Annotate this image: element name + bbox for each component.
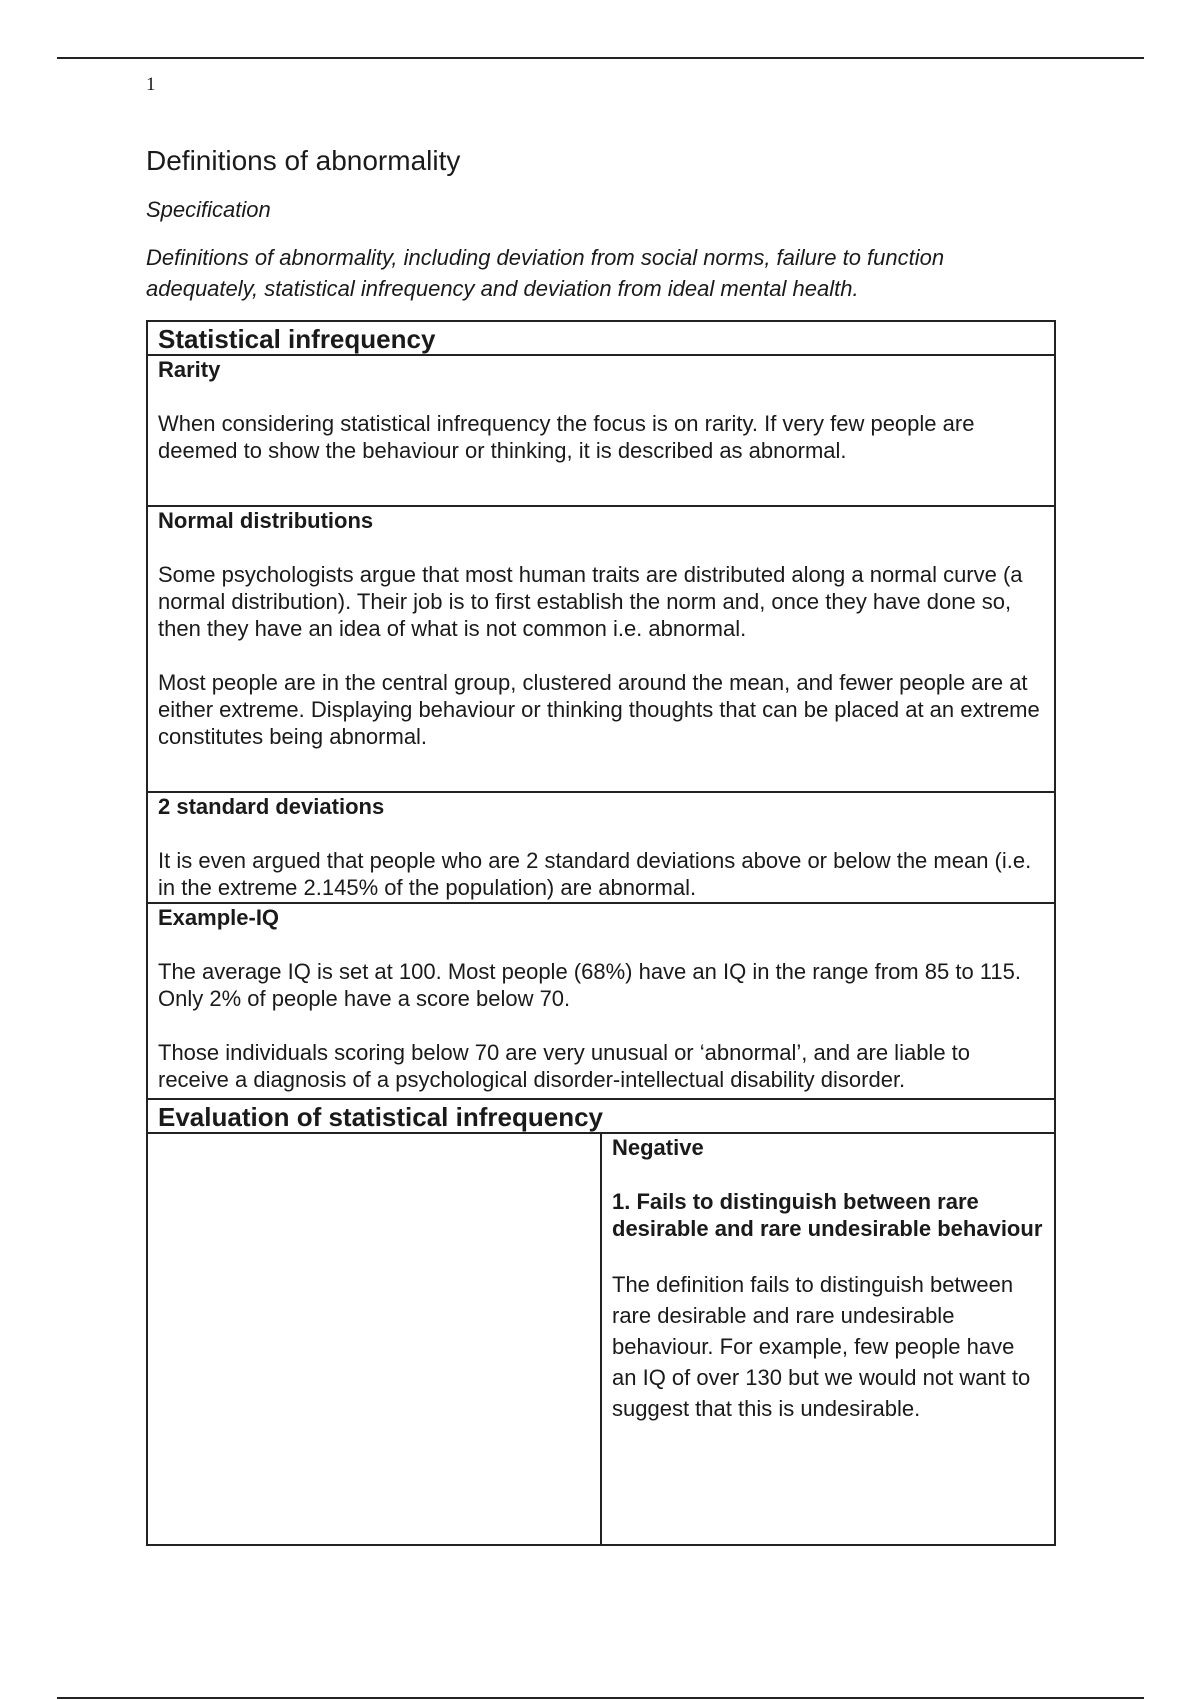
evaluation-negative-cell [601, 1133, 1055, 1545]
section-paragraph: It is even argued that people who are 2 standard deviations above or below the mean (i.e. in the extreme 2.145% of the population) are abnormal. [158, 848, 1032, 900]
header-rule [57, 57, 1144, 59]
section-row-standard-deviations [147, 792, 1055, 903]
section-row-normal-distributions [147, 506, 1055, 792]
evaluation-heading: Evaluation of statistical infrequency [147, 1099, 1055, 1133]
section-example-iq [147, 903, 1055, 1099]
page-number: 1 [146, 74, 156, 95]
footer-rule [57, 1697, 1144, 1699]
section-normal-distributions [147, 506, 1055, 792]
section-title: Normal distributions [158, 508, 374, 533]
table-heading: Statistical infrequency [147, 321, 1055, 355]
section-standard-deviations [147, 792, 1055, 903]
evaluation-positive-cell [147, 1133, 601, 1545]
evaluation-row [147, 1133, 1055, 1545]
section-rarity [147, 355, 1055, 506]
section-row-example-iq [147, 903, 1055, 1099]
section-paragraph: Those individuals scoring below 70 are very unusual or ‘abnormal’, and are liable to receive a diagnosis of a psychological disorder-intellectual disability disorder. [158, 1040, 971, 1092]
negative-point-text: The definition fails to distinguish between rare desirable and rare undesirable behaviour. For example, few people have an IQ of over 130 but we would not want to suggest that this is undesirable. [612, 1272, 1031, 1421]
section-title: Rarity [158, 357, 221, 382]
evaluation-heading-row [147, 1099, 1055, 1133]
section-paragraph: When considering statistical infrequency the focus is on rarity. If very few people are deemed to show the behaviour or thinking, it is described as abnormal. [158, 411, 975, 463]
section-paragraph: Some psychologists argue that most human traits are distributed along a normal curve (a normal distribution). Their job is to first establish the norm and, once they have done so, then they have an idea of what is not common i.e. abnormal. [158, 562, 1023, 641]
table-heading-row [147, 321, 1055, 355]
section-row-rarity [147, 355, 1055, 506]
section-paragraph: Most people are in the central group, clustered around the mean, and fewer people are at either extreme. Displaying behaviour or thinking thoughts that can be placed at an extreme constitutes being abnormal. [158, 670, 1040, 749]
negative-label: Negative [612, 1135, 704, 1160]
negative-point-title: 1. Fails to distinguish between rare desirable and rare undesirable behaviour [612, 1189, 1043, 1241]
statistical-infrequency-table [146, 320, 1056, 1546]
section-title: 2 standard deviations [158, 794, 385, 819]
section-paragraph: The average IQ is set at 100. Most people (68%) have an IQ in the range from 85 to 115. Only 2% of people have a score below 70. [158, 959, 1021, 1011]
specification-label: Specification [146, 197, 271, 222]
specification-text: Definitions of abnormality, including deviation from social norms, failure to function adequately, statistical infrequency and deviation from ideal mental health. [146, 245, 945, 301]
section-title: Example-IQ [158, 905, 280, 930]
document-title: Definitions of abnormality [146, 145, 461, 176]
